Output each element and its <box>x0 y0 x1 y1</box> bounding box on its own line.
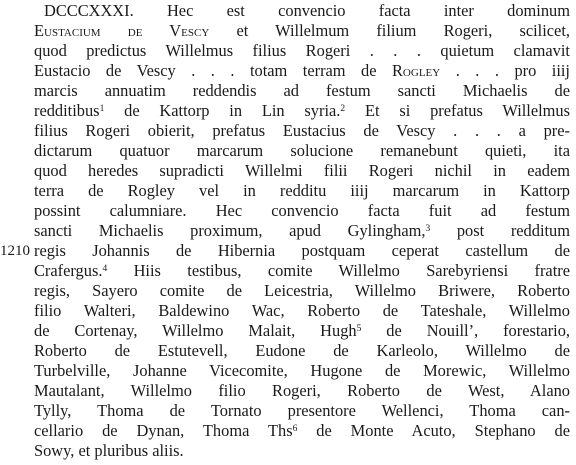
text-line-20 <box>34 381 570 401</box>
text-line-7 <box>34 121 570 141</box>
line-text: filius Rogeri obierit, prefatus Eustacius de Vescy . . . a pre- <box>34 121 570 140</box>
footnote-marker: 6 <box>292 424 298 434</box>
text-line-18 <box>34 341 570 361</box>
text-line-21 <box>34 401 570 421</box>
line-text: quod predictus Willelmus filius Rogeri . . . quietum clamavit <box>34 41 570 60</box>
line-text: quod heredes supradicti Willelmi filii Rogeri nichil in eadem <box>34 161 570 180</box>
line-text: Turbelville, Johanne Vicecomite, Hugone de Morewic, Willelmo <box>34 361 570 380</box>
text-line-2 <box>34 21 570 41</box>
line-text: de Cortenay, Willelmo Malait, Hugh <box>34 321 357 340</box>
text-line-5 <box>34 81 570 101</box>
line-text: regis, Sayero comite de Leicestria, Willelmo Briwere, Roberto <box>34 281 570 300</box>
line-text: Roberto de Estutevell, Eudone de Karleolo, Willelmo de <box>34 341 570 360</box>
text-line-22 <box>34 421 570 441</box>
text-line-13 <box>34 241 570 261</box>
small-caps-name: Eustacium de Vescy <box>34 21 210 40</box>
text-line-14 <box>34 261 570 281</box>
line-text: Hiis testibus, comite Willelmo Sarebyriensi fratre <box>107 261 570 280</box>
footnote-marker: 5 <box>356 324 362 334</box>
line-text: Sowy, et pluribus aliis. <box>34 441 184 460</box>
line-text: cellario de Dynan, Thoma Ths <box>34 421 293 440</box>
line-text: possint calumniare. Hec convencio facta fuit ad festum <box>34 201 570 220</box>
text-line-9 <box>34 161 570 181</box>
text-line-15 <box>34 281 570 301</box>
line-text: marcis annuatim reddendis ad festum sancti Michaelis de <box>34 81 570 100</box>
line-text: dictarum quatuor marcarum solucione remanebunt quieti, ita <box>34 141 570 160</box>
text-line-6 <box>34 101 570 121</box>
line-text: et Willelmum filium Rogeri, scilicet, <box>209 21 570 40</box>
line-text: Et si prefatus Willelmus <box>345 101 571 120</box>
line-text: . . . pro iiij <box>440 61 570 80</box>
line-text: regis Johannis de Hibernia postquam ceperat castellum de <box>34 241 570 260</box>
text-line-8 <box>34 141 570 161</box>
text-line-4 <box>34 61 570 81</box>
text-line-23 <box>34 441 570 461</box>
text-line-19 <box>34 361 570 381</box>
footnote-marker: 1 <box>99 104 105 114</box>
line-text: de Monte Acuto, Stephano de <box>297 421 570 440</box>
footnote-marker: 2 <box>340 104 346 114</box>
line-text: de Nouill’, forestario, <box>361 321 570 340</box>
text-line-16 <box>34 301 570 321</box>
text-line-12 <box>34 221 570 241</box>
line-text: DCCCXXXI. Hec est convencio facta inter dominum <box>44 1 570 20</box>
footnote-marker: 3 <box>425 224 431 234</box>
small-caps-name: Rogley <box>392 61 441 80</box>
line-text: sancti Michaelis proximum, apud Gylingham, <box>34 221 426 240</box>
line-text: Tylly, Thoma de Tornato presentore Wellenci, Thoma can- <box>34 401 570 420</box>
text-line-17 <box>34 321 570 341</box>
text-line-10 <box>34 181 570 201</box>
text-line-3 <box>34 41 570 61</box>
line-text: de Kattorp in Lin syria. <box>104 101 341 120</box>
line-text: filio Walteri, Baldewino Wac, Roberto de Tateshale, Willelmo <box>34 301 570 320</box>
line-text: post redditum <box>430 221 570 240</box>
margin-year: 1210 <box>0 243 30 259</box>
line-text: terra de Rogley vel in redditu iiij marcarum in Kattorp <box>34 181 570 200</box>
line-text: Crafergus. <box>34 261 103 280</box>
line-text: Mautalant, Willelmo filio Rogeri, Roberto de West, Alano <box>34 381 570 400</box>
line-text: redditibus <box>34 101 100 120</box>
line-text: Eustacio de Vescy . . . totam terram de <box>34 61 392 80</box>
text-line-1 <box>44 1 570 21</box>
text-line-11 <box>34 201 570 221</box>
footnote-marker: 4 <box>102 264 108 274</box>
